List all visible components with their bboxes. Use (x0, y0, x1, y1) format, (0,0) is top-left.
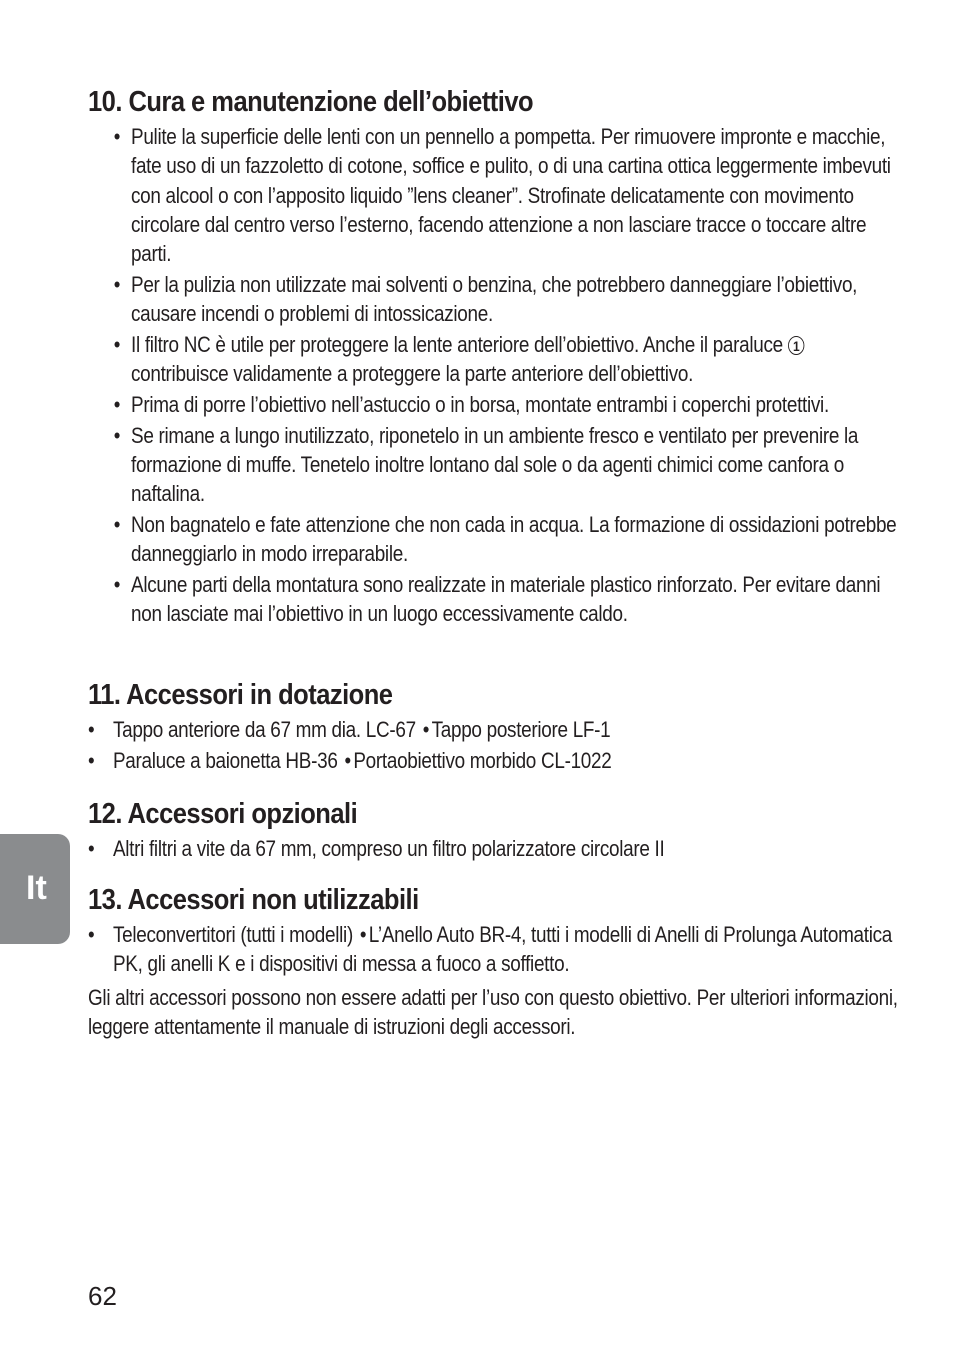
optional-list (88, 834, 901, 863)
section-title-supplied: 11. Accessori in dotazione (88, 679, 393, 711)
section-optional-accessories (88, 796, 903, 865)
list-item: • Tappo anteriore da 67 mm dia. LC-67 • Tappo posteriore LF-1 (88, 717, 611, 742)
list-item: • Alcune parti della montatura sono realizzate in materiale plastico rinforzato. Per evitare danni non lasciate mai l’obiettivo in un luogo eccessivamente caldo. (113, 571, 881, 627)
list-item: • Teleconvertitori (tutti i modelli) • L’Anello Auto BR-4, tutti i modelli di Anelli di Prolunga Automatica PK, gli anelli K e i dispositivi di messa a fuoco a soffietto. (88, 922, 893, 977)
incompatible-list-wrapper (88, 920, 901, 1041)
list-item: • Per la pulizia non utilizzate mai solventi o benzina, che potrebbero danneggiare l’obiettivo, causare incendi o problemi di intossicazione. (113, 271, 858, 327)
compatibility-note: Gli altri accessori possono non essere adatti per l’uso con questo obiettivo. Per ulteriori informazioni, leggere attentamente il manuale di istruzioni degli accessori. (88, 984, 898, 1039)
section-title-optional: 12. Accessori opzionali (88, 798, 358, 830)
list-item: • Pulite la superficie delle lenti con un pennello a pompetta. Per rimuovere impronte e macchie, fate uso di un fazzoletto di cotone, soffice e pulito, o di una cartina ottica leggermente imbevuti con alcool o con l’apposito liquido ”lens cleaner”. Strofinate delicatamente con movimento circolare dal centro verso l’esterno, facendo attenzione a non lasciare tracce o toccare altre parti. (113, 124, 891, 267)
section-title-care: 10. Cura e manutenzione dell’obiettivo (88, 86, 534, 118)
section-incompatible-accessories (88, 882, 903, 1041)
incompatible-list (88, 920, 901, 979)
language-tab-label: It (26, 869, 47, 907)
section-title-incompatible: 13. Accessori non utilizzabili (88, 884, 419, 916)
list-item: • Il filtro NC è utile per proteggere la lente anteriore dell’obiettivo. Anche il paraluce 1 contribuisce validamente a proteggere la parte anteriore dell’obiettivo. (88, 330, 901, 389)
list-item: • Altri filtri a vite da 67 mm, compreso un filtro polarizzatore circolare II (88, 836, 665, 861)
supplied-list-wrapper (88, 715, 901, 775)
section-care-maintenance (88, 84, 903, 630)
language-tab (0, 834, 70, 944)
list-item: • Paraluce a baionetta HB-36 • Portaobiettivo morbido CL-1022 (88, 748, 612, 774)
care-list-wrapper (88, 122, 901, 628)
callout-number-marker: 1 (788, 336, 804, 355)
page-number: 62 (88, 1281, 117, 1311)
optional-list-wrapper (88, 834, 901, 863)
section-supplied-accessories (88, 677, 903, 777)
list-item: • Non bagnatelo e fate attenzione che non cada in acqua. La formazione di ossidazioni potrebbe danneggiarlo in modo irreparabile. (113, 511, 897, 567)
care-list (88, 122, 901, 628)
list-item: • Se rimane a lungo inutilizzato, riponetelo in un ambiente fresco e ventilato per prevenire la formazione di muffe. Tenetelo inoltre lontano dal sole o da agenti chimici come canfora o naftalina. (113, 422, 859, 507)
supplied-list (88, 715, 901, 775)
list-item: • Prima di porre l’obiettivo nell’astuccio o in borsa, montate entrambi i coperchi protettivi. (113, 391, 829, 417)
